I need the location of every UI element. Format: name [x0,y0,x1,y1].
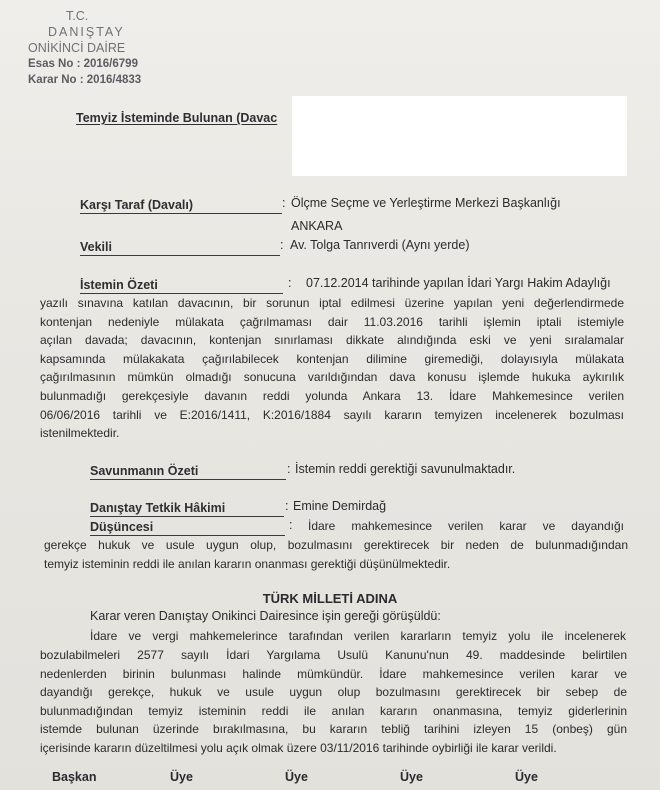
respondent-value: Ölçme Seçme ve Yerleştirme Merkezi Başkanlığı [291,196,561,210]
respondent-city: ANKARA [291,219,343,233]
summary-label: İstemin Özeti [80,278,158,292]
decision-line: bulunmadığından temyiz isteminin reddi ile anılan kararın onanmasına, temyiz giderlerinin [40,703,627,718]
opinion-line: İdare mahkemesince verilen karar ve dayandığı [308,519,624,533]
summary-line: yazılı sınavına katılan davacının, bir sorunun iptal edilmesi üzerine yapılan yeni değerlendirmede [40,296,624,310]
summary-line: istenilmektedir. [40,426,120,441]
header-esas-no: Esas No : 2016/6799 [28,58,138,70]
defense-label-rule [90,479,286,480]
signature-member: Üye [400,770,423,784]
defense-label: Savunmanın Özeti [90,464,199,478]
decision-line: içerisinde kararın düzeltilmesi yolu açık olmak üzere 03/11/2016 tarihinde oybirliği ile karar verildi. [40,740,557,755]
judge-label: Danıştay Tetkik Hâkimi [90,501,226,515]
summary-line: 07.12.2014 tarihinde yapılan İdari Yargı Hakim Adaylığı [306,276,611,290]
decision-paragraph [40,646,627,758]
summary-line: kontenjan nedeniyle mülakata çağrılmaması dair 11.03.2016 tarihli işlemin iptali istemiyle [40,314,624,329]
opinion-paragraph [44,536,628,573]
opinion-line: temyiz isteminin reddi ile anılan kararın onanması gerektiği düşünülmektedir. [44,556,451,571]
summary-line: 06/06/2016 tarihli ve E:2016/1411, K:2016/1884 sayılı kararın temyizen incelenerek bozulması [40,407,624,422]
counsel-label-rule [80,255,280,256]
decision-line: istemde bulunan üzerinde bırakılmasına, bu kararın tebliğ tarihini izleyen 15 (onbeş) gün [40,722,627,737]
counsel-colon: : [280,238,284,252]
court-header [28,8,158,88]
judge-colon: : [285,499,289,513]
header-tc: T.C. [66,9,89,23]
respondent-label-rule [80,213,282,214]
decision-line: bozulabilmeleri 2577 sayılı İdari Yargılama Usulü Kanunu'nun 49. maddesinde belirtilen [40,648,627,662]
counsel-value: Av. Tolga Tanrıverdi (Aynı yerde) [290,238,470,252]
decision-first-line [90,627,626,646]
opinion-line: gerekçe hukuk ve usule uygun olup, bozulmasını gerektirecek bir neden de bulunmadığından [44,538,628,552]
redaction-box [292,96,627,176]
decision-title: TÜRK MİLLETİ ADINA [262,591,398,606]
summary-line: çağırılmasının mümkün olmadığı sonucuna varıldığından dava konusu işlemde hukuka aykırılık [40,370,624,385]
appellant-label: Temyiz İsteminde Bulunan (Davac [76,111,278,125]
summary-line: açılan davada; davacının, kontenjan sınırlaması dikkate alındığında eski ve yeni sıralamalar [40,333,624,348]
signature-member: Üye [170,770,193,784]
header-karar-no: Karar No : 2016/4833 [28,74,142,86]
judge-value: Emine Demirdağ [293,499,387,513]
respondent-colon: : [282,196,286,210]
opinion-label: Düşüncesi [90,520,154,534]
summary-line: kapsamında mülakakata çağırılabilecek kontenjan dilimine giremediği, dolayısıyla mülakata [40,351,624,366]
judge-label-rule [90,516,284,517]
respondent-label: Karşı Taraf (Davalı) [80,198,194,212]
decision-intro: Karar veren Danıştay Onikinci Dairesince işin gereği görüşüldü: [90,609,441,623]
decision-line: dayandığı gerekçe, hukuk ve usule uygun olup bozulmasını gerektirecek bir sebep de [40,685,627,700]
decision-line: nedenlerden birinin bulunması halinde mümkündür. İdare mahkemesince verilen karar ve [40,666,627,681]
defense-colon: : [287,462,291,476]
decision-line: İdare ve vergi mahkemelerince tarafından verilen kararların temyiz yolu ile incelenerek [90,629,626,643]
signature-member: Üye [285,770,308,784]
header-chamber: ONİKİNCİ DAİRE [28,41,126,55]
summary-line: bulunmadığı gerekçesiyle davanın reddi yolunda Ankara 13. İdare Mahkemesince verilen [40,388,624,403]
summary-paragraph [40,294,624,443]
defense-value: İstemin reddi gerektiği savunulmaktadır. [295,462,516,476]
opinion-colon: : [289,518,293,532]
counsel-label: Vekili [80,240,112,254]
summary-colon: : [288,276,292,290]
signature-member: Üye [515,770,538,784]
signature-president: Başkan [52,770,97,784]
opinion-first-line [308,517,624,536]
header-court-name: DANIŞTAY [48,25,125,39]
